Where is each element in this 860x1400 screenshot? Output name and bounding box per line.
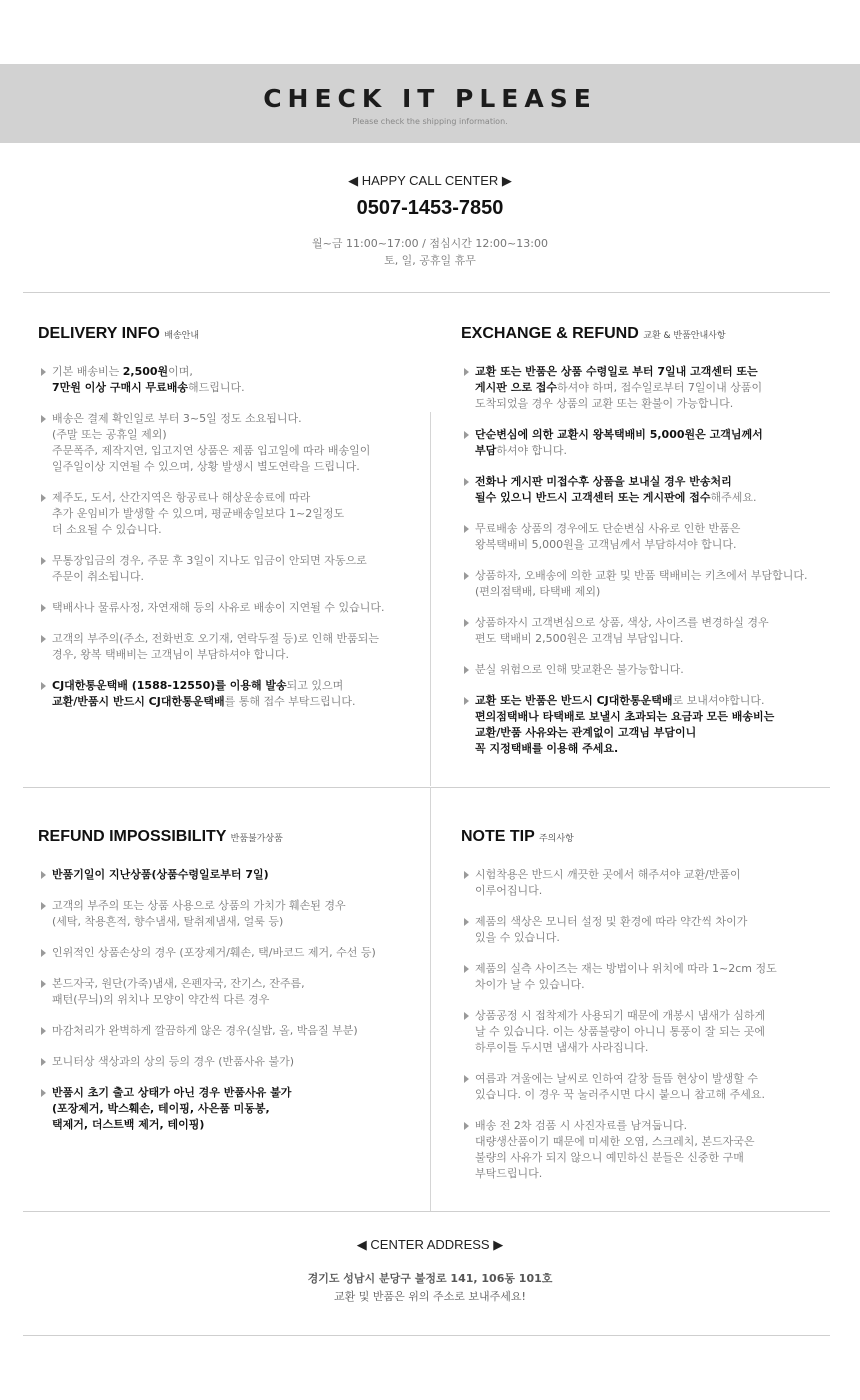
list-item: 여름과 겨울에는 날씨로 인하여 갈창 들뜸 현상이 발생할 수 있습니다. 이 경우 꾹 눌러주시면 다시 붙으니 참고해 주세요. xyxy=(461,1071,860,1103)
list-item: 단순변심에 의한 교환시 왕복택배비 5,000원은 고객님께서 부담하셔야 합니다. xyxy=(461,427,860,459)
center-address-block xyxy=(0,1270,860,1306)
center-address-note: 교환 및 반품은 위의 주소로 보내주세요! xyxy=(334,1290,526,1303)
list-item: 배송은 결제 확인일로 부터 3~5일 정도 소요됩니다. (주말 또는 공휴일 제외) 주문폭주, 제작지연, 입고지연 상품은 제품 입고일에 따라 배송일이 일주일이상 지연될 수 있으며, 상황 발생시 별도연락을 드립니다. xyxy=(38,411,438,475)
list-item: 기본 배송비는 2,500원이며, 7만원 이상 구매시 무료배송해드립니다. xyxy=(38,364,438,396)
list-item: 상품하자시 고객변심으로 상품, 색상, 사이즈를 변경하실 경우 편도 택배비 2,500원은 고객님 부담입니다. xyxy=(461,615,860,647)
list-item: CJ대한통운택배 (1588-12550)를 이용해 발송되고 있으며 교환/반품시 반드시 CJ대한통운택배를 통해 접수 부탁드립니다. xyxy=(38,678,438,710)
list-item: 무통장입금의 경우, 주문 후 3일이 지나도 입금이 안되면 자동으로 주문이 취소됩니다. xyxy=(38,553,438,585)
divider xyxy=(23,292,830,293)
list-item: 인위적인 상품손상의 경우 (포장제거/훼손, 택/바코드 제거, 수선 등) xyxy=(38,945,438,961)
list-item: 제품의 색상은 모니터 설정 및 환경에 따라 약간씩 차이가 있을 수 있습니다. xyxy=(461,914,860,946)
list-item: 교환 또는 반품은 상품 수령일로 부터 7일내 고객센터 또는 게시판 으로 접수하셔야 하며, 접수일로부터 7일이내 상품이 도착되었을 경우 상품의 교환 또는 환불이 가능합니다. xyxy=(461,364,860,412)
list-item: 택배사나 물류사정, 자연재해 등의 사유로 배송이 지연될 수 있습니다. xyxy=(38,600,438,616)
list-item: 배송 전 2차 검품 시 사진자료를 남겨둡니다. 대량생산품이기 때문에 미세한 오염, 스크레치, 본드자국은 불량의 사유가 되지 않으니 예민하신 분들은 신중한 구매 부탁드립니다. xyxy=(461,1118,860,1182)
section-title: NOTE TIP 주의사항 xyxy=(461,828,574,845)
refund-impossibility-section xyxy=(38,828,438,1148)
business-hours: 월~금 11:00~17:00 / 점심시간 12:00~13:00 xyxy=(312,237,548,250)
closed-days: 토, 일, 공휴일 휴무 xyxy=(384,254,476,267)
section-title: DELIVERY INFO 배송안내 xyxy=(38,325,200,342)
section-title: REFUND IMPOSSIBILITY 반품불가상품 xyxy=(38,828,283,845)
list-item: 반품시 초기 출고 상태가 아닌 경우 반품사유 불가 (포장제거, 박스훼손, 테이핑, 사은품 미동봉, 택제거, 더스트백 제거, 테이핑) xyxy=(38,1085,438,1133)
section-title: EXCHANGE & REFUND 교환 & 반품안내사항 xyxy=(461,325,726,342)
list-item: 제주도, 도서, 산간지역은 항공료나 해상운송료에 따라 추가 운임비가 발생할 수 있으며, 평균배송일보다 1~2일정도 더 소요될 수 있습니다. xyxy=(38,490,438,538)
page-subtitle: Please check the shipping information. xyxy=(352,117,508,126)
list-item: 고객의 부주의 또는 상품 사용으로 상품의 가치가 훼손된 경우 (세탁, 착용흔적, 향수냄새, 탈취제냄새, 얼룩 등) xyxy=(38,898,438,930)
list-item: 모니터상 색상과의 상의 등의 경우 (반품사유 불가) xyxy=(38,1054,438,1070)
header-banner xyxy=(0,64,860,143)
note-tip-section xyxy=(461,828,860,1197)
list-item: 상품공정 시 접착제가 사용되기 때문에 개봉시 냄새가 심하게 날 수 있습니다. 이는 상품불량이 아니니 통풍이 잘 되는 곳에 하루이틀 두시면 냄새가 사라집니다. xyxy=(461,1008,860,1056)
list-item: 시험착용은 반드시 깨끗한 곳에서 해주셔야 교환/반품이 이루어집니다. xyxy=(461,867,860,899)
list-item: 제품의 실측 사이즈는 재는 방법이나 위치에 따라 1~2cm 정도 차이가 날 수 있습니다. xyxy=(461,961,860,993)
list-item: 분실 위험으로 인해 맞교환은 불가능합니다. xyxy=(461,662,860,678)
page-title: CHECK IT PLEASE xyxy=(263,84,597,113)
list-item: 반품기일이 지난상품(상품수령일로부터 7일) xyxy=(38,867,438,883)
delivery-info-section xyxy=(38,325,438,725)
divider xyxy=(23,1211,830,1212)
call-center-phone[interactable]: 0507-1453-7850 xyxy=(356,197,504,219)
divider xyxy=(23,787,830,788)
list-item: 교환 또는 반품은 반드시 CJ대한통운택배로 보내셔야합니다. 편의점택배나 타택배로 보낼시 초과되는 요금과 모든 배송비는 교환/반품 사유와는 관계없이 고객님 부담이니 꼭 지정택배를 이용해 주세요. xyxy=(461,693,860,757)
divider xyxy=(23,1335,830,1336)
center-address: 경기도 성남시 분당구 불정로 141, 106동 101호 xyxy=(307,1272,553,1285)
exchange-refund-section xyxy=(461,325,860,772)
list-item: 전화나 게시판 미접수후 상품을 보내실 경우 반송처리 될수 있으니 반드시 고객센터 또는 게시판에 접수해주세요. xyxy=(461,474,860,506)
list-item: 무료배송 상품의 경우에도 단순변심 사유로 인한 반품은 왕복택배비 5,000원을 고객님께서 부담하셔야 합니다. xyxy=(461,521,860,553)
list-item: 마감처리가 완벽하게 깔끔하게 않은 경우(실밥, 올, 박음질 부분) xyxy=(38,1023,438,1039)
call-center-hours xyxy=(0,235,860,269)
list-item: 고객의 부주의(주소, 전화번호 오기재, 연락두절 등)로 인해 반품되는 경우, 왕복 택배비는 고객님이 부담하셔야 합니다. xyxy=(38,631,438,663)
call-center-title: ◀ HAPPY CALL CENTER ▶ xyxy=(348,173,512,188)
list-item: 상품하자, 오배송에 의한 교환 및 반품 택배비는 키츠에서 부담합니다. (편의점택배, 타택배 제외) xyxy=(461,568,860,600)
list-item: 본드자국, 원단(가죽)냄새, 은펜자국, 잔기스, 잔주름, 패턴(무늬)의 위치나 모양이 약간씩 다른 경우 xyxy=(38,976,438,1008)
center-address-title: ◀ CENTER ADDRESS ▶ xyxy=(356,1237,504,1252)
